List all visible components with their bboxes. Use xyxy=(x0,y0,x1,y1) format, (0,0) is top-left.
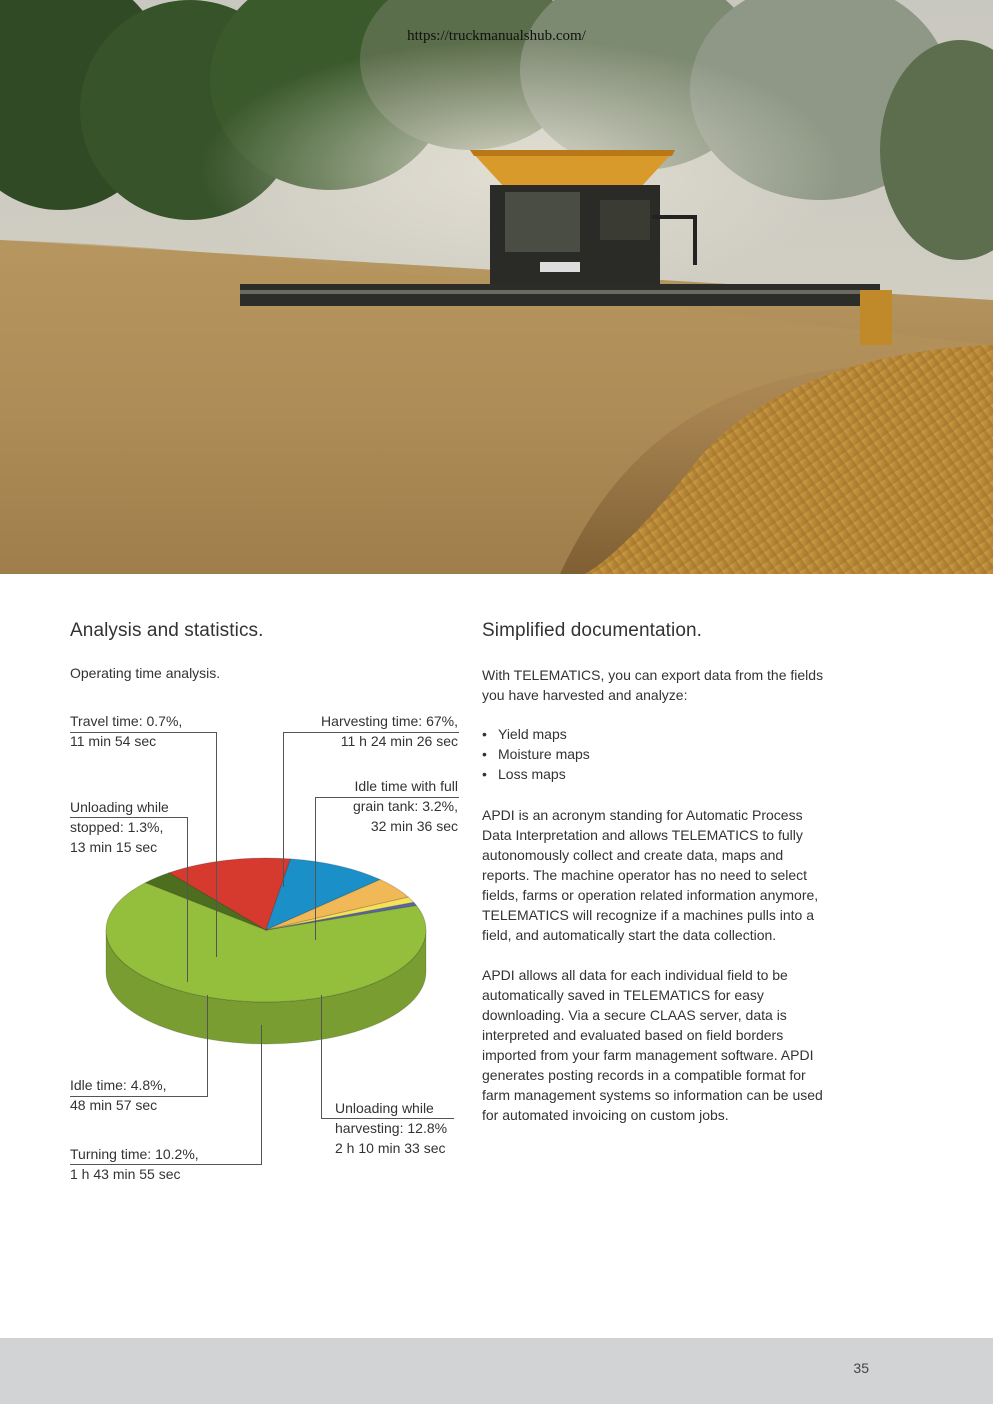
leader-line xyxy=(187,817,188,982)
label-turning-time: Turning time: 10.2%, 1 h 43 min 55 sec xyxy=(70,1146,199,1182)
leader-line xyxy=(70,817,188,818)
apdi-text-2: APDI allows all data for each individual field to be automatically saved in TELEMATICS for easy downloading. Via a secure CLAAS server, data is interpreted and evaluated based on field borders imported from your farm management software. APDI generates posting records in a compatible format for farm management systems so information can be used for automated invoicing on custom jobs. xyxy=(482,967,823,1123)
list-item xyxy=(482,724,590,744)
label-idle-time: Idle time: 4.8%, 48 min 57 sec xyxy=(70,1077,167,1113)
intro-text: With TELEMATICS, you can export data from the fields you have harvested and analyze: xyxy=(482,667,824,703)
label-unloading-harvesting: Unloading while harvesting: 12.8% 2 h 10 min 33 sec xyxy=(335,1100,448,1156)
list-item-label: Yield maps xyxy=(498,726,567,742)
analysis-heading: Analysis and statistics. xyxy=(70,620,264,641)
label-unloading-stopped: Unloading while stopped: 1.3%, 13 min 15 sec xyxy=(70,799,169,855)
leader-line xyxy=(70,732,217,733)
apdi-paragraph-1 xyxy=(482,805,834,945)
documentation-heading: Simplified documentation. xyxy=(482,620,703,641)
leader-line xyxy=(321,1118,454,1119)
leader-line xyxy=(283,732,284,887)
combine-harvester-photo xyxy=(0,0,993,574)
intro-paragraph xyxy=(482,665,842,705)
label-harvesting-time: Harvesting time: 67%, 11 h 24 min 26 sec xyxy=(321,713,458,749)
page-footer xyxy=(0,1338,993,1404)
leader-line xyxy=(321,995,322,1119)
leader-line xyxy=(216,732,217,957)
map-types-list xyxy=(482,724,590,784)
list-item xyxy=(482,764,590,784)
list-item xyxy=(482,744,590,764)
label-travel-time: Travel time: 0.7%, 11 min 54 sec xyxy=(70,713,183,749)
operating-time-subtitle: Operating time analysis. xyxy=(70,665,221,681)
source-url: https://truckmanualshub.com/ xyxy=(407,28,586,44)
leader-line xyxy=(283,732,459,733)
leader-line xyxy=(70,1164,262,1165)
page-number: 35 xyxy=(853,1360,869,1376)
leader-line xyxy=(207,995,208,1097)
leader-line xyxy=(70,1096,208,1097)
apdi-text-1: APDI is an acronym standing for Automatic Process Data Interpretation and allows TELEMATICS to fully autonomously collect and create data, maps and reports. The machine operator has no need to select fields, farms or operation related information anymore, TELEMATICS will recognize if a machines pulls into a field, and automatically start the data collection. xyxy=(482,807,819,943)
leader-line xyxy=(315,797,459,798)
list-item-label: Loss maps xyxy=(498,766,566,782)
label-idle-full-tank: Idle time with full grain tank: 3.2%, 32 min 36 sec xyxy=(352,778,458,834)
leader-line xyxy=(315,797,316,940)
apdi-paragraph-2 xyxy=(482,965,834,1125)
list-item-label: Moisture maps xyxy=(498,746,590,762)
leader-line xyxy=(261,1025,262,1165)
